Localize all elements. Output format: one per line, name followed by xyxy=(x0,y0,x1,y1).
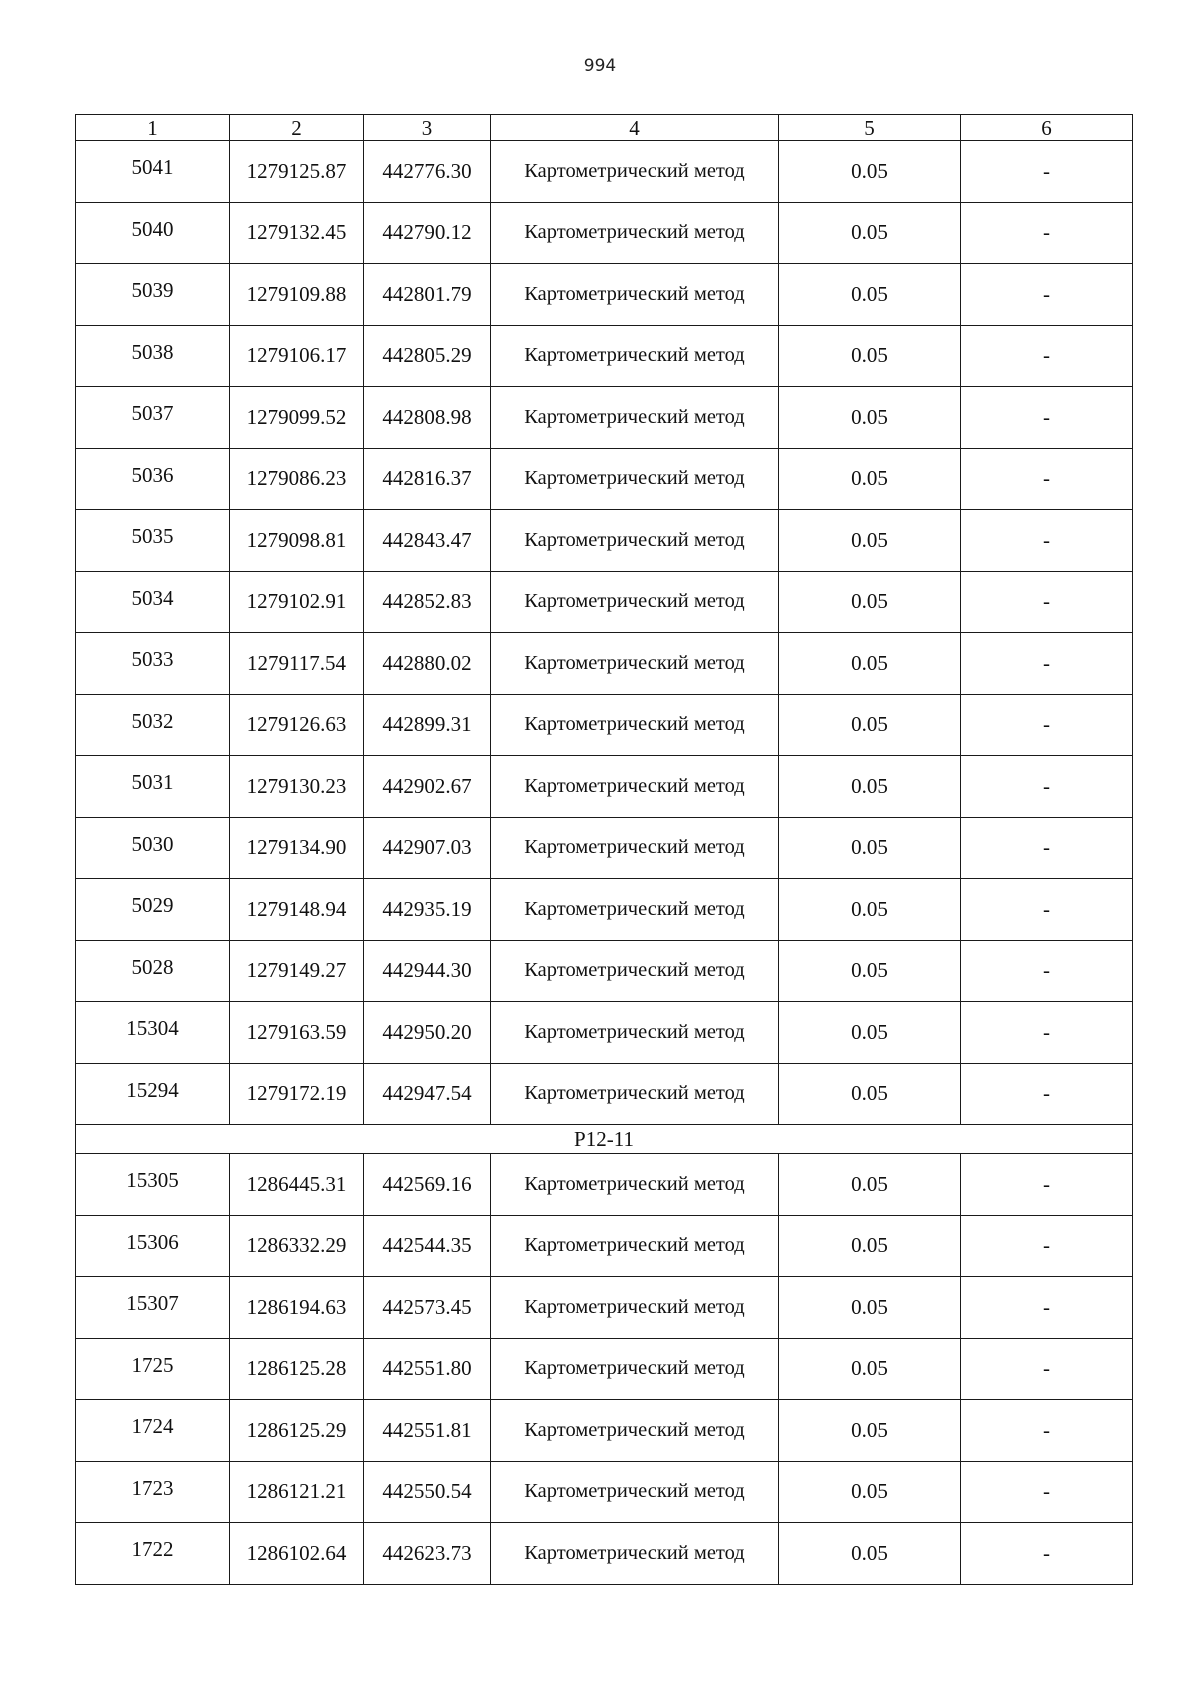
accuracy-cell: 0.05 xyxy=(779,1154,961,1216)
accuracy-cell: 0.05 xyxy=(779,694,961,756)
y-coordinate-cell: 442944.30 xyxy=(364,940,491,1002)
accuracy-cell: 0.05 xyxy=(779,141,961,203)
method-cell: Картометрический метод xyxy=(491,756,779,818)
point-id-cell: 5031 xyxy=(76,756,230,818)
table-row xyxy=(76,1338,1133,1400)
table-row xyxy=(76,1002,1133,1064)
point-id-cell: 15307 xyxy=(76,1277,230,1339)
accuracy-cell: 0.05 xyxy=(779,879,961,941)
note-cell: - xyxy=(961,325,1133,387)
section-label: P12-11 xyxy=(76,1125,1133,1154)
table-row xyxy=(76,1215,1133,1277)
accuracy-cell: 0.05 xyxy=(779,1002,961,1064)
note-cell: - xyxy=(961,817,1133,879)
accuracy-cell: 0.05 xyxy=(779,940,961,1002)
method-cell: Картометрический метод xyxy=(491,940,779,1002)
accuracy-cell: 0.05 xyxy=(779,1400,961,1462)
x-coordinate-cell: 1279125.87 xyxy=(230,141,364,203)
table-row xyxy=(76,940,1133,1002)
point-id-cell: 5032 xyxy=(76,694,230,756)
x-coordinate-cell: 1279149.27 xyxy=(230,940,364,1002)
method-cell: Картометрический метод xyxy=(491,694,779,756)
note-cell: - xyxy=(961,387,1133,449)
accuracy-cell: 0.05 xyxy=(779,1277,961,1339)
y-coordinate-cell: 442808.98 xyxy=(364,387,491,449)
table-row xyxy=(76,633,1133,695)
page-number: 994 xyxy=(583,56,617,76)
y-coordinate-cell: 442935.19 xyxy=(364,879,491,941)
y-coordinate-cell: 442902.67 xyxy=(364,756,491,818)
y-coordinate-cell: 442573.45 xyxy=(364,1277,491,1339)
point-id-cell: 1725 xyxy=(76,1338,230,1400)
table-row xyxy=(76,264,1133,326)
table-row xyxy=(76,571,1133,633)
table-row xyxy=(76,510,1133,572)
coordinates-table xyxy=(75,114,1133,1585)
point-id-cell: 5037 xyxy=(76,387,230,449)
table-row xyxy=(76,1523,1133,1585)
method-cell: Картометрический метод xyxy=(491,879,779,941)
table-row xyxy=(76,817,1133,879)
point-id-cell: 5034 xyxy=(76,571,230,633)
method-cell: Картометрический метод xyxy=(491,571,779,633)
section-row xyxy=(76,1125,1133,1154)
note-cell: - xyxy=(961,510,1133,572)
y-coordinate-cell: 442805.29 xyxy=(364,325,491,387)
point-id-cell: 5038 xyxy=(76,325,230,387)
note-cell: - xyxy=(961,202,1133,264)
x-coordinate-cell: 1286332.29 xyxy=(230,1215,364,1277)
table-row xyxy=(76,1154,1133,1216)
note-cell: - xyxy=(961,633,1133,695)
x-coordinate-cell: 1286445.31 xyxy=(230,1154,364,1216)
y-coordinate-cell: 442950.20 xyxy=(364,1002,491,1064)
accuracy-cell: 0.05 xyxy=(779,1523,961,1585)
point-id-cell: 15306 xyxy=(76,1215,230,1277)
note-cell: - xyxy=(961,1002,1133,1064)
x-coordinate-cell: 1279098.81 xyxy=(230,510,364,572)
column-header: 5 xyxy=(779,115,961,141)
y-coordinate-cell: 442623.73 xyxy=(364,1523,491,1585)
table-row xyxy=(76,694,1133,756)
point-id-cell: 5039 xyxy=(76,264,230,326)
column-header: 4 xyxy=(491,115,779,141)
point-id-cell: 5040 xyxy=(76,202,230,264)
y-coordinate-cell: 442544.35 xyxy=(364,1215,491,1277)
note-cell: - xyxy=(961,1063,1133,1125)
y-coordinate-cell: 442907.03 xyxy=(364,817,491,879)
note-cell: - xyxy=(961,879,1133,941)
point-id-cell: 1722 xyxy=(76,1523,230,1585)
method-cell: Картометрический метод xyxy=(491,1523,779,1585)
method-cell: Картометрический метод xyxy=(491,202,779,264)
point-id-cell: 5028 xyxy=(76,940,230,1002)
point-id-cell: 5029 xyxy=(76,879,230,941)
accuracy-cell: 0.05 xyxy=(779,325,961,387)
note-cell: - xyxy=(961,264,1133,326)
column-header: 1 xyxy=(76,115,230,141)
method-cell: Картометрический метод xyxy=(491,448,779,510)
y-coordinate-cell: 442947.54 xyxy=(364,1063,491,1125)
point-id-cell: 5033 xyxy=(76,633,230,695)
method-cell: Картометрический метод xyxy=(491,325,779,387)
y-coordinate-cell: 442880.02 xyxy=(364,633,491,695)
point-id-cell: 5030 xyxy=(76,817,230,879)
method-cell: Картометрический метод xyxy=(491,633,779,695)
method-cell: Картометрический метод xyxy=(491,141,779,203)
accuracy-cell: 0.05 xyxy=(779,571,961,633)
note-cell: - xyxy=(961,1400,1133,1462)
point-id-cell: 5041 xyxy=(76,141,230,203)
column-header: 2 xyxy=(230,115,364,141)
method-cell: Картометрический метод xyxy=(491,510,779,572)
method-cell: Картометрический метод xyxy=(491,264,779,326)
point-id-cell: 1723 xyxy=(76,1461,230,1523)
note-cell: - xyxy=(961,940,1133,1002)
note-cell: - xyxy=(961,141,1133,203)
table-row xyxy=(76,1063,1133,1125)
method-cell: Картометрический метод xyxy=(491,1338,779,1400)
note-cell: - xyxy=(961,1523,1133,1585)
y-coordinate-cell: 442852.83 xyxy=(364,571,491,633)
table-row xyxy=(76,1400,1133,1462)
y-coordinate-cell: 442776.30 xyxy=(364,141,491,203)
y-coordinate-cell: 442843.47 xyxy=(364,510,491,572)
y-coordinate-cell: 442899.31 xyxy=(364,694,491,756)
y-coordinate-cell: 442801.79 xyxy=(364,264,491,326)
table-row xyxy=(76,1277,1133,1339)
accuracy-cell: 0.05 xyxy=(779,1461,961,1523)
x-coordinate-cell: 1279126.63 xyxy=(230,694,364,756)
x-coordinate-cell: 1279132.45 xyxy=(230,202,364,264)
accuracy-cell: 0.05 xyxy=(779,387,961,449)
x-coordinate-cell: 1279163.59 xyxy=(230,1002,364,1064)
note-cell: - xyxy=(961,1338,1133,1400)
y-coordinate-cell: 442551.81 xyxy=(364,1400,491,1462)
method-cell: Картометрический метод xyxy=(491,1002,779,1064)
x-coordinate-cell: 1279134.90 xyxy=(230,817,364,879)
table-row xyxy=(76,325,1133,387)
table-row xyxy=(76,879,1133,941)
note-cell: - xyxy=(961,1277,1133,1339)
accuracy-cell: 0.05 xyxy=(779,510,961,572)
y-coordinate-cell: 442790.12 xyxy=(364,202,491,264)
x-coordinate-cell: 1279148.94 xyxy=(230,879,364,941)
table-row xyxy=(76,756,1133,818)
x-coordinate-cell: 1279172.19 xyxy=(230,1063,364,1125)
table-row xyxy=(76,1461,1133,1523)
x-coordinate-cell: 1279086.23 xyxy=(230,448,364,510)
note-cell: - xyxy=(961,571,1133,633)
x-coordinate-cell: 1286102.64 xyxy=(230,1523,364,1585)
y-coordinate-cell: 442551.80 xyxy=(364,1338,491,1400)
accuracy-cell: 0.05 xyxy=(779,756,961,818)
point-id-cell: 15294 xyxy=(76,1063,230,1125)
table-row xyxy=(76,448,1133,510)
point-id-cell: 1724 xyxy=(76,1400,230,1462)
y-coordinate-cell: 442550.54 xyxy=(364,1461,491,1523)
method-cell: Картометрический метод xyxy=(491,1461,779,1523)
note-cell: - xyxy=(961,694,1133,756)
table-row xyxy=(76,202,1133,264)
x-coordinate-cell: 1279130.23 xyxy=(230,756,364,818)
x-coordinate-cell: 1279106.17 xyxy=(230,325,364,387)
accuracy-cell: 0.05 xyxy=(779,1215,961,1277)
method-cell: Картометрический метод xyxy=(491,1215,779,1277)
note-cell: - xyxy=(961,1154,1133,1216)
accuracy-cell: 0.05 xyxy=(779,202,961,264)
method-cell: Картометрический метод xyxy=(491,1400,779,1462)
x-coordinate-cell: 1279099.52 xyxy=(230,387,364,449)
accuracy-cell: 0.05 xyxy=(779,1063,961,1125)
note-cell: - xyxy=(961,756,1133,818)
note-cell: - xyxy=(961,1215,1133,1277)
accuracy-cell: 0.05 xyxy=(779,264,961,326)
column-header: 6 xyxy=(961,115,1133,141)
note-cell: - xyxy=(961,448,1133,510)
accuracy-cell: 0.05 xyxy=(779,448,961,510)
method-cell: Картометрический метод xyxy=(491,1277,779,1339)
x-coordinate-cell: 1279102.91 xyxy=(230,571,364,633)
header-row xyxy=(76,115,1133,141)
x-coordinate-cell: 1286194.63 xyxy=(230,1277,364,1339)
table-row xyxy=(76,141,1133,203)
accuracy-cell: 0.05 xyxy=(779,817,961,879)
method-cell: Картометрический метод xyxy=(491,1063,779,1125)
x-coordinate-cell: 1286125.29 xyxy=(230,1400,364,1462)
point-id-cell: 15304 xyxy=(76,1002,230,1064)
column-header: 3 xyxy=(364,115,491,141)
y-coordinate-cell: 442569.16 xyxy=(364,1154,491,1216)
point-id-cell: 5035 xyxy=(76,510,230,572)
x-coordinate-cell: 1286125.28 xyxy=(230,1338,364,1400)
point-id-cell: 5036 xyxy=(76,448,230,510)
table-row xyxy=(76,387,1133,449)
y-coordinate-cell: 442816.37 xyxy=(364,448,491,510)
note-cell: - xyxy=(961,1461,1133,1523)
x-coordinate-cell: 1286121.21 xyxy=(230,1461,364,1523)
accuracy-cell: 0.05 xyxy=(779,633,961,695)
method-cell: Картометрический метод xyxy=(491,1154,779,1216)
x-coordinate-cell: 1279109.88 xyxy=(230,264,364,326)
point-id-cell: 15305 xyxy=(76,1154,230,1216)
method-cell: Картометрический метод xyxy=(491,387,779,449)
accuracy-cell: 0.05 xyxy=(779,1338,961,1400)
x-coordinate-cell: 1279117.54 xyxy=(230,633,364,695)
method-cell: Картометрический метод xyxy=(491,817,779,879)
